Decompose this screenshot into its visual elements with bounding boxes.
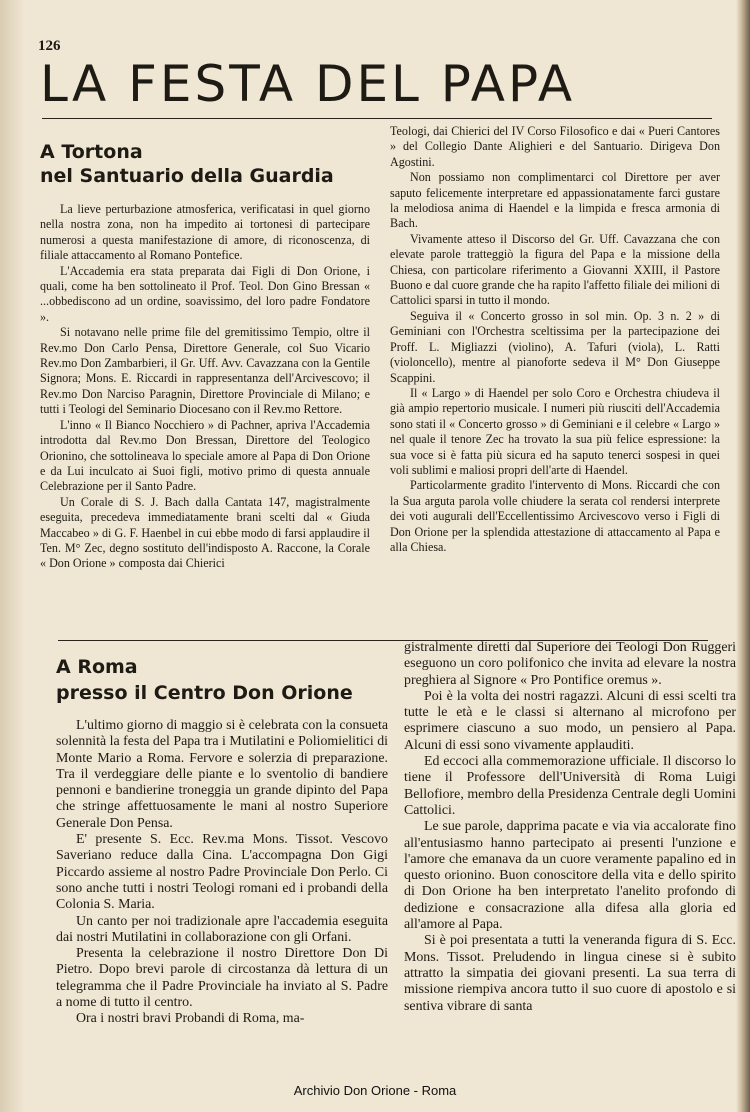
paragraph: La lieve perturbazione atmosferica, verificatasi in quel giorno nella nostra zona, non ha impedito ai tortonesi di partecipare numerosi a questa manifestazione di amore, di riconoscenza, di filiale attaccamento al Romano Pontefice. — [40, 202, 370, 263]
paragraph: Le sue parole, dapprima pacate e via via accalorate fino all'entusiasmo hanno partecipato ai presenti l'unzione e l'amore che emanava da un cuore veramente papalino ed in questo orionino. Buon conoscitore della vita e dello spirito di Don Orione ha ben interpretato l'anelito profondo di dedizione e consacrazione alla difesa alla gloria ed all'amore al Papa. — [404, 819, 736, 933]
archive-footer: Archivio Don Orione - Roma — [293, 1083, 457, 1098]
paragraph: Particolarmente gradito l'intervento di Mons. Riccardi che con la Sua arguta parola volle chiudere la serata col rendersi interprete dei voti augurali dell'Eccellentissimo Arcivescovo verso i Figli di Don Orione per la splendida attestazione di attaccamento al Papa e alla Chiesa. — [390, 478, 720, 554]
title-rule — [42, 118, 712, 119]
paragraph: L'Accademia era stata preparata dai Figli di Don Orione, i quali, come ha ben sottolineato il Prof. Teol. Don Gino Bressan « ...obbediscono ad un ordine, soavissimo, del loro padre Fondatore ». — [40, 263, 370, 324]
section-tortona-heading — [40, 140, 370, 188]
paragraph: Un Corale di S. J. Bach dalla Cantata 147, magistralmente eseguita, precedeva immediatamente brani scelti dal « Giuda Maccabeo » di G. F. Haenbel in cui ebbe modo di farsi applaudire il Ten. M° Zec, degno sostituto dell'indisposto A. Raccone, la Corale « Don Orione » composta dai Chierici — [40, 494, 370, 571]
paragraph: gistralmente diretti dal Superiore dei Teologi Don Ruggeri eseguono un coro polifonico che invita ad elevare la nostra preghiera al Signore « Pro Pontifice oremus ». — [404, 640, 736, 688]
paragraph: Vivamente atteso il Discorso del Gr. Uff. Cavazzana che con elevate parole tratteggiò la figura del Papa e la missione della Chiesa, con particolare riferimento a Giovanni XXIII, il Pastore Buono e dal cuore grande che ha rapito l'affetto filiale dei milioni di Cattolici sparsi in tutto il mondo. — [390, 231, 720, 308]
paragraph: E' presente S. Ecc. Rev.ma Mons. Tissot. Vescovo Saveriano reduce dalla Cina. L'accompagna Don Gigi Piccardo assieme al nostro Padre Provinciale Don Perlo. Ci sono anche tutti i nostri Teologi romani ed i probandi della Colonia S. Maria. — [56, 832, 388, 913]
paragraph: Poi è la volta dei nostri ragazzi. Alcuni di essi scelti tra tutte le età e le classi si alternano al microfono per esprimere ciascuno a suo modo, un pensiero al Papa. Alcuni di essi sono vivamente applauditi. — [404, 688, 736, 753]
paragraph: Non possiamo non complimentarci col Direttore per aver saputo felicemente interpretare ed appassionatamente farci gustare la melodiosa anima di Haendel e la limpida e fresca armonia di Bach. — [390, 170, 720, 231]
paragraph: Il « Largo » di Haendel per solo Coro e Orchestra chiudeva il già ampio repertorio musicale. I numeri più riusciti dell'Accademia sono stati il « Concerto grosso » di Geminiani e il celebre « Largo » nel quale il tenore Zec ha trovato la sua più felice espressione: la sua voce si è fatta più sicura ed ha saputo tenerci sospesi in quei voli sublimi e maliosi propri dell'arte di Haendel. — [390, 385, 720, 477]
page-shadow-left — [0, 0, 24, 1112]
page-number: 126 — [38, 38, 61, 54]
section-tortona-column-1 — [40, 140, 370, 572]
paragraph: Si è poi presentata a tutti la veneranda figura di S. Ecc. Mons. Tissot. Preludendo in lingua cinese si è subito attratto la simpatia dei giovani presenti. La sua terra di missione riempiva ancora tutto il suo cuore di apostolo e si sentiva vibrare di santa — [404, 933, 736, 1014]
paragraph: L'ultimo giorno di maggio si è celebrata con la consueta solennità la festa del Papa tra i Mutilatini e Poliomielitici di Monte Mario a Roma. Fervore e solerzia di preparazione. Tra il verdeggiare delle piante e lo sventolio di bandiere pennoni e bandierine troneggia un grande dipinto del Papa che stringe affettuosamente le mani al nostro Superiore Generale Don Pensa. — [56, 718, 388, 831]
section-roma-column-1 — [56, 654, 388, 1028]
section-roma-column-2 — [404, 640, 736, 1015]
paragraph: Si notavano nelle prime file del gremitissimo Tempio, oltre il Rev.mo Don Carlo Pensa, Direttore Generale, col Suo Vicario Rev.mo Don Zambarbieri, il Gr. Uff. Avv. Cavazzana con la Gentile Signora; Mons. E. Riccardi in rappresentanza dell'Arcivescovo; il Rev.mo Don Narciso Paragnin, Direttore Provinciale di Milano; e tutti i Teologi del Seminario Diocesano con il Rev.mo Rettore. — [40, 325, 370, 417]
heading-line: presso il Centro Don Orione — [56, 682, 353, 704]
paragraph: Ora i nostri bravi Probandi di Roma, ma- — [76, 1011, 305, 1027]
heading-line: A Roma — [56, 656, 138, 678]
page-title: LA FESTA DEL PAPA — [40, 55, 576, 113]
paragraph: Presenta la celebrazione il nostro Direttore Don Di Pietro. Dopo brevi parole di circostanza dà lettura di un telegramma che il Padre Provinciale ha inviato al S. Padre a nome di tutto il centro. — [56, 946, 388, 1011]
heading-line: A Tortona — [40, 141, 143, 163]
section-tortona-column-2 — [390, 124, 720, 555]
paragraph: Seguiva il « Concerto grosso in sol min. Op. 3 n. 2 » di Geminiani con l'Orchestra sceltissima per la partecipazione dei Proff. L. Migliazzi (violino), A. Tafuri (viola), L. Ratti (violoncello), mentre al pianoforte sedeva il M° Don Giuseppe Scappini. — [390, 308, 720, 385]
paragraph: Ed eccoci alla commemorazione ufficiale. Il discorso lo tiene il Professore dell'Università di Roma Luigi Bellofiore, membro della Presidenza Centrale degli Uomini Cattolici. — [404, 754, 736, 818]
paragraph: L'inno « Il Bianco Nocchiero » di Pachner, apriva l'Accademia introdotta dal Rev.mo Don Bressan, Direttore del Teologico Orionino, che sottolineava lo speciale amore al Papa di Don Orione e da Lui inculcato ai Suoi figli, motivo primo di questa annuale Celebrazione per il Santo Padre. — [40, 417, 370, 494]
paragraph: Teologi, dai Chierici del IV Corso Filosofico e dai « Pueri Cantores » del Collegio Dante Alighieri e del Santuario. Dirigeva Don Agostini. — [390, 124, 720, 169]
section-roma-heading — [56, 654, 388, 706]
heading-line: nel Santuario della Guardia — [40, 165, 334, 187]
paragraph: Un canto per noi tradizionale apre l'accademia eseguita dai nostri Mutilatini in collaborazione con gli Orfani. — [56, 913, 388, 945]
page-shadow-right — [736, 0, 750, 1112]
